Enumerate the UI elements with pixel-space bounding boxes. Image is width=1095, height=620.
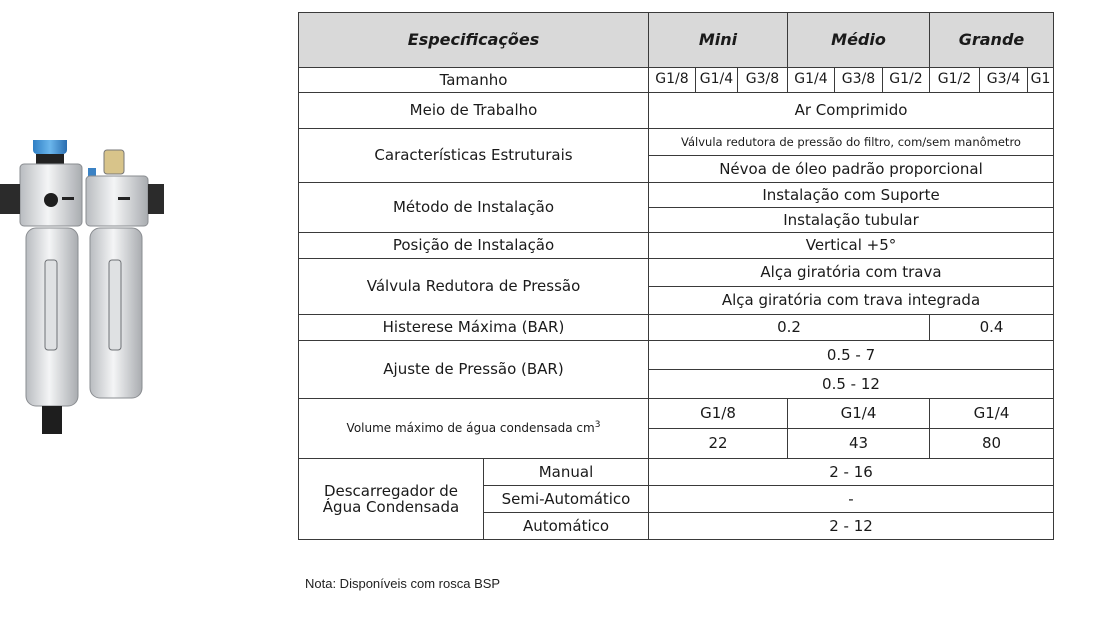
tamanho-label: Tamanho	[299, 68, 649, 93]
posicao-value: Vertical +5°	[649, 233, 1054, 259]
size-cell: G1/2	[930, 68, 980, 93]
histerese-value-1: 0.2	[649, 315, 930, 341]
size-cell: G1/4	[696, 68, 738, 93]
valvula-value-2: Alça giratória com trava integrada	[649, 287, 1054, 315]
metodo-label: Método de Instalação	[299, 183, 649, 233]
meio-label: Meio de Trabalho	[299, 93, 649, 129]
descarregador-manual-value: 2 - 16	[649, 459, 1054, 486]
header-row	[299, 13, 1054, 68]
size-cell: G1/4	[788, 68, 835, 93]
volume-label	[299, 399, 649, 459]
volume-size: G1/4	[788, 399, 930, 429]
descarregador-label-line1: Descarregador de	[323, 481, 459, 500]
descarregador-row	[299, 459, 1054, 486]
histerese-label: Histerese Máxima (BAR)	[299, 315, 649, 341]
valvula-value-1: Alça giratória com trava	[649, 259, 1054, 287]
size-cell: G3/8	[835, 68, 883, 93]
descarregador-semi: Semi-Automático	[484, 486, 649, 513]
caracteristicas-value-2: Névoa de óleo padrão proporcional	[649, 156, 1054, 183]
volume-label-sup: 3	[594, 420, 601, 431]
product-image	[0, 140, 175, 460]
spec-table	[298, 12, 1054, 540]
volume-size: G1/4	[930, 399, 1054, 429]
meio-row	[299, 93, 1054, 129]
size-cell: G3/8	[738, 68, 788, 93]
caracteristicas-row	[299, 129, 1054, 156]
metodo-value-2: Instalação tubular	[649, 208, 1054, 233]
metodo-row	[299, 183, 1054, 208]
valvula-label: Válvula Redutora de Pressão	[299, 259, 649, 315]
histerese-value-2: 0.4	[930, 315, 1054, 341]
meio-value: Ar Comprimido	[649, 93, 1054, 129]
metodo-value-1: Instalação com Suporte	[649, 183, 1054, 208]
header-medio: Médio	[788, 13, 930, 68]
ajuste-value-1: 0.5 - 7	[649, 341, 1054, 370]
note-text: Nota: Disponíveis com rosca BSP	[305, 576, 501, 591]
volume-value: 43	[788, 429, 930, 459]
descarregador-semi-value: -	[649, 486, 1054, 513]
header-spec: Especificações	[299, 13, 649, 68]
volume-size: G1/8	[649, 399, 788, 429]
size-cell: G3/4	[980, 68, 1028, 93]
descarregador-manual: Manual	[484, 459, 649, 486]
size-cell: G1/8	[649, 68, 696, 93]
valvula-row	[299, 259, 1054, 287]
volume-row	[299, 399, 1054, 429]
volume-value: 22	[649, 429, 788, 459]
header-grande: Grande	[930, 13, 1054, 68]
posicao-label: Posição de Instalação	[299, 233, 649, 259]
volume-value: 80	[930, 429, 1054, 459]
ajuste-label: Ajuste de Pressão (BAR)	[299, 341, 649, 399]
posicao-row	[299, 233, 1054, 259]
caracteristicas-value-1: Válvula redutora de pressão do filtro, com/sem manômetro	[649, 129, 1054, 156]
ajuste-value-2: 0.5 - 12	[649, 370, 1054, 399]
descarregador-label	[299, 459, 484, 540]
volume-label-text: Volume máximo de água condensada cm	[346, 421, 595, 436]
ajuste-row	[299, 341, 1054, 370]
caracteristicas-label: Características Estruturais	[299, 129, 649, 183]
size-cell: G1/2	[883, 68, 930, 93]
descarregador-label-line2: Água Condensada	[322, 498, 460, 516]
descarregador-auto: Automático	[484, 513, 649, 540]
size-cell: G1	[1028, 68, 1054, 93]
histerese-row	[299, 315, 1054, 341]
header-mini: Mini	[649, 13, 788, 68]
tamanho-row	[299, 68, 1054, 93]
descarregador-auto-value: 2 - 12	[649, 513, 1054, 540]
